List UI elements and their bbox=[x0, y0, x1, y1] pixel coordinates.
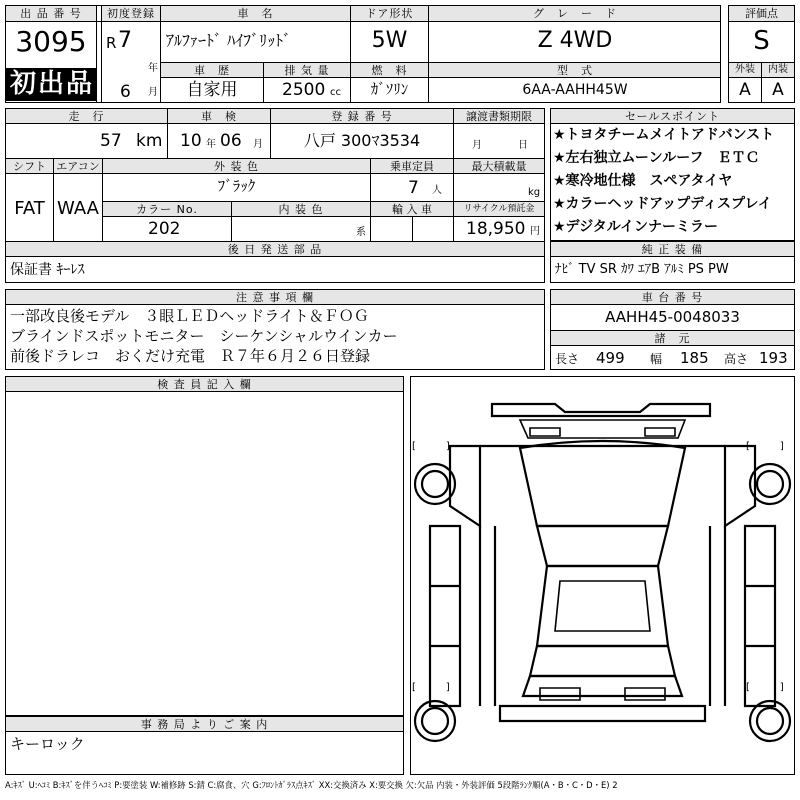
inspection-label: 車 検 bbox=[201, 110, 237, 123]
sales-point-item: ★左右独立ムーンルーフ ＥＴＣ bbox=[553, 150, 760, 166]
notes-line: 一部改良後モデル ３眼ＬＥＤヘッドライト＆ＦＯＧ bbox=[10, 307, 369, 325]
model-code-label: 型 式 bbox=[557, 64, 593, 77]
color-number: 202 bbox=[148, 219, 181, 239]
office-notes-text: キーロック bbox=[10, 735, 85, 753]
diagram-bracket: [ ] bbox=[746, 682, 784, 693]
exterior-grade: A bbox=[739, 80, 751, 100]
height-label: 高さ bbox=[724, 352, 749, 366]
length-label: 長さ bbox=[555, 352, 580, 366]
capacity-unit: 人 bbox=[432, 185, 442, 196]
inspector-notes-label: 検 査 員 記 入 欄 bbox=[157, 378, 252, 391]
displacement-unit: cc bbox=[330, 87, 341, 98]
month-unit: 月 bbox=[148, 87, 158, 98]
dimensions-label: 諸 元 bbox=[654, 332, 691, 345]
door-type-label: ドア形状 bbox=[365, 7, 414, 20]
score: S bbox=[753, 26, 770, 56]
history-label: 車 歴 bbox=[194, 64, 230, 77]
shift-type: FAT bbox=[14, 198, 45, 219]
later-parts-label: 後 日 発 送 部 品 bbox=[227, 243, 323, 256]
import-label: 輸 入 車 bbox=[392, 203, 432, 216]
exterior-color: ﾌﾞﾗｯｸ bbox=[217, 177, 256, 195]
width-label: 幅 bbox=[650, 352, 663, 366]
history: 自家用 bbox=[186, 80, 238, 100]
transfer-month-unit: 月 bbox=[472, 140, 482, 151]
mileage-label: 走 行 bbox=[68, 110, 105, 123]
later-parts: 保証書 ｷｰﾚｽ bbox=[10, 262, 85, 278]
damage-code-legend: A:ｷｽﾞ U:ﾍｺﾐ B:ｷｽﾞを伴うﾍｺﾐ P:要塗装 W:補修跡 S:錆 C:腐食、穴 G:ﾌﾛﾝﾄｶﾞﾗｽ点ｷｽﾞ XX:交換済み X:要交換 欠:欠品 内装・外装評価 5段階ﾗﾝｸ順(A・B・C・D・E) 2 bbox=[5, 780, 618, 790]
plate-number: 八戸 300ﾏ3534 bbox=[303, 131, 421, 150]
notes-line: 前後ドラレコ おくだけ充電 Ｒ７年６月２６日登録 bbox=[10, 347, 371, 365]
exterior-label: 外装 bbox=[735, 64, 755, 75]
equipment-list: ﾅﾋﾞ TV SR ｶﾜ ｴｱB ｱﾙﾐ PS PW bbox=[555, 262, 729, 277]
score-label: 評価点 bbox=[745, 7, 778, 20]
interior-grade: A bbox=[772, 80, 784, 100]
sales-point-item: ★デジタルインナーミラー bbox=[553, 219, 719, 235]
door-type: 5W bbox=[371, 28, 408, 53]
office-notes-label: 事 務 局 よ り ご 案 内 bbox=[140, 718, 269, 731]
width-value: 185 bbox=[680, 349, 709, 367]
color-number-label: カラー No. bbox=[136, 203, 198, 216]
inspector-notes-block bbox=[5, 376, 404, 716]
diagram-bracket: [ ] bbox=[746, 441, 784, 452]
inspection-year: 10 bbox=[180, 131, 202, 151]
plate-label: 登 録 番 号 bbox=[331, 110, 393, 123]
load-unit: kg bbox=[528, 187, 541, 198]
aircon-label: エアコン bbox=[56, 160, 100, 173]
chassis-number-label: 車 台 番 号 bbox=[641, 291, 704, 304]
lot-number: 3095 bbox=[15, 25, 87, 58]
mileage-unit: km bbox=[136, 131, 163, 151]
first-listing-badge: 初出品 bbox=[6, 68, 96, 101]
lot-number-label: 出 品 番 号 bbox=[20, 7, 82, 20]
aircon-type: WAA bbox=[57, 198, 99, 219]
displacement-label: 排 気 量 bbox=[284, 64, 330, 77]
registration-month: 6 bbox=[120, 82, 131, 102]
first-registration-label: 初度登録 bbox=[107, 7, 155, 20]
length-value: 499 bbox=[596, 349, 625, 367]
recycle-fee-unit: 円 bbox=[530, 226, 540, 237]
model-code: 6AA-AAHH45W bbox=[522, 82, 628, 98]
grade-label: グ レ ー ド bbox=[533, 7, 617, 20]
transfer-day-unit: 日 bbox=[518, 140, 528, 151]
displacement: 2500 bbox=[282, 80, 326, 100]
exterior-color-label: 外 装 色 bbox=[214, 160, 259, 173]
car-outline-diagram bbox=[410, 376, 795, 775]
capacity-label: 乗車定員 bbox=[390, 160, 434, 173]
interior-color-label: 内 装 色 bbox=[278, 203, 324, 216]
mileage: 57 bbox=[100, 131, 122, 151]
interior-color-unit: 系 bbox=[356, 227, 366, 238]
capacity: 7 bbox=[408, 178, 419, 198]
inspection-month-unit: 月 bbox=[253, 139, 263, 150]
interior-label: 内装 bbox=[768, 64, 788, 75]
equipment-label: 純 正 装 備 bbox=[641, 243, 704, 256]
year-unit: 年 bbox=[148, 63, 158, 74]
grade: Z 4WD bbox=[537, 28, 613, 53]
sales-point-item: ★寒冷地仕様 スペアタイヤ bbox=[553, 173, 733, 189]
car-name: ｱﾙﾌｧｰﾄﾞ ﾊｲﾌﾞﾘｯﾄﾞ bbox=[166, 31, 292, 50]
sales-point-item: ★カラーヘッドアップディスプレイ bbox=[553, 196, 772, 212]
registration-year: 7 bbox=[118, 28, 132, 53]
diagram-bracket: [ ] bbox=[412, 441, 450, 452]
inspection-year-unit: 年 bbox=[206, 139, 216, 150]
notes-line: ブラインドスポットモニター シーケンシャルウインカー bbox=[10, 327, 398, 345]
height-value: 193 bbox=[759, 349, 788, 367]
notes-label: 注 意 事 項 欄 bbox=[236, 291, 314, 304]
car-name-label: 車 名 bbox=[237, 7, 274, 20]
transfer-deadline-label: 譲渡書類期限 bbox=[466, 110, 532, 123]
diagram-bracket: [ ] bbox=[412, 682, 450, 693]
sales-point-item: ★トヨタチームメイトアドバンスト bbox=[553, 127, 775, 143]
sales-points-label: セールスポイント bbox=[624, 110, 720, 123]
inspection-month: 06 bbox=[220, 131, 242, 151]
era-prefix: R bbox=[106, 34, 117, 52]
recycle-fee: 18,950 bbox=[466, 219, 526, 239]
shift-label: シフト bbox=[13, 160, 46, 173]
fuel: ｶﾞｿﾘﾝ bbox=[370, 80, 409, 98]
recycle-deposit-label: リサイクル預託金 bbox=[463, 204, 535, 214]
fuel-label: 燃 料 bbox=[371, 64, 408, 77]
max-load-label: 最大積載量 bbox=[471, 160, 527, 173]
chassis-number: AAHH45-0048033 bbox=[605, 308, 740, 326]
